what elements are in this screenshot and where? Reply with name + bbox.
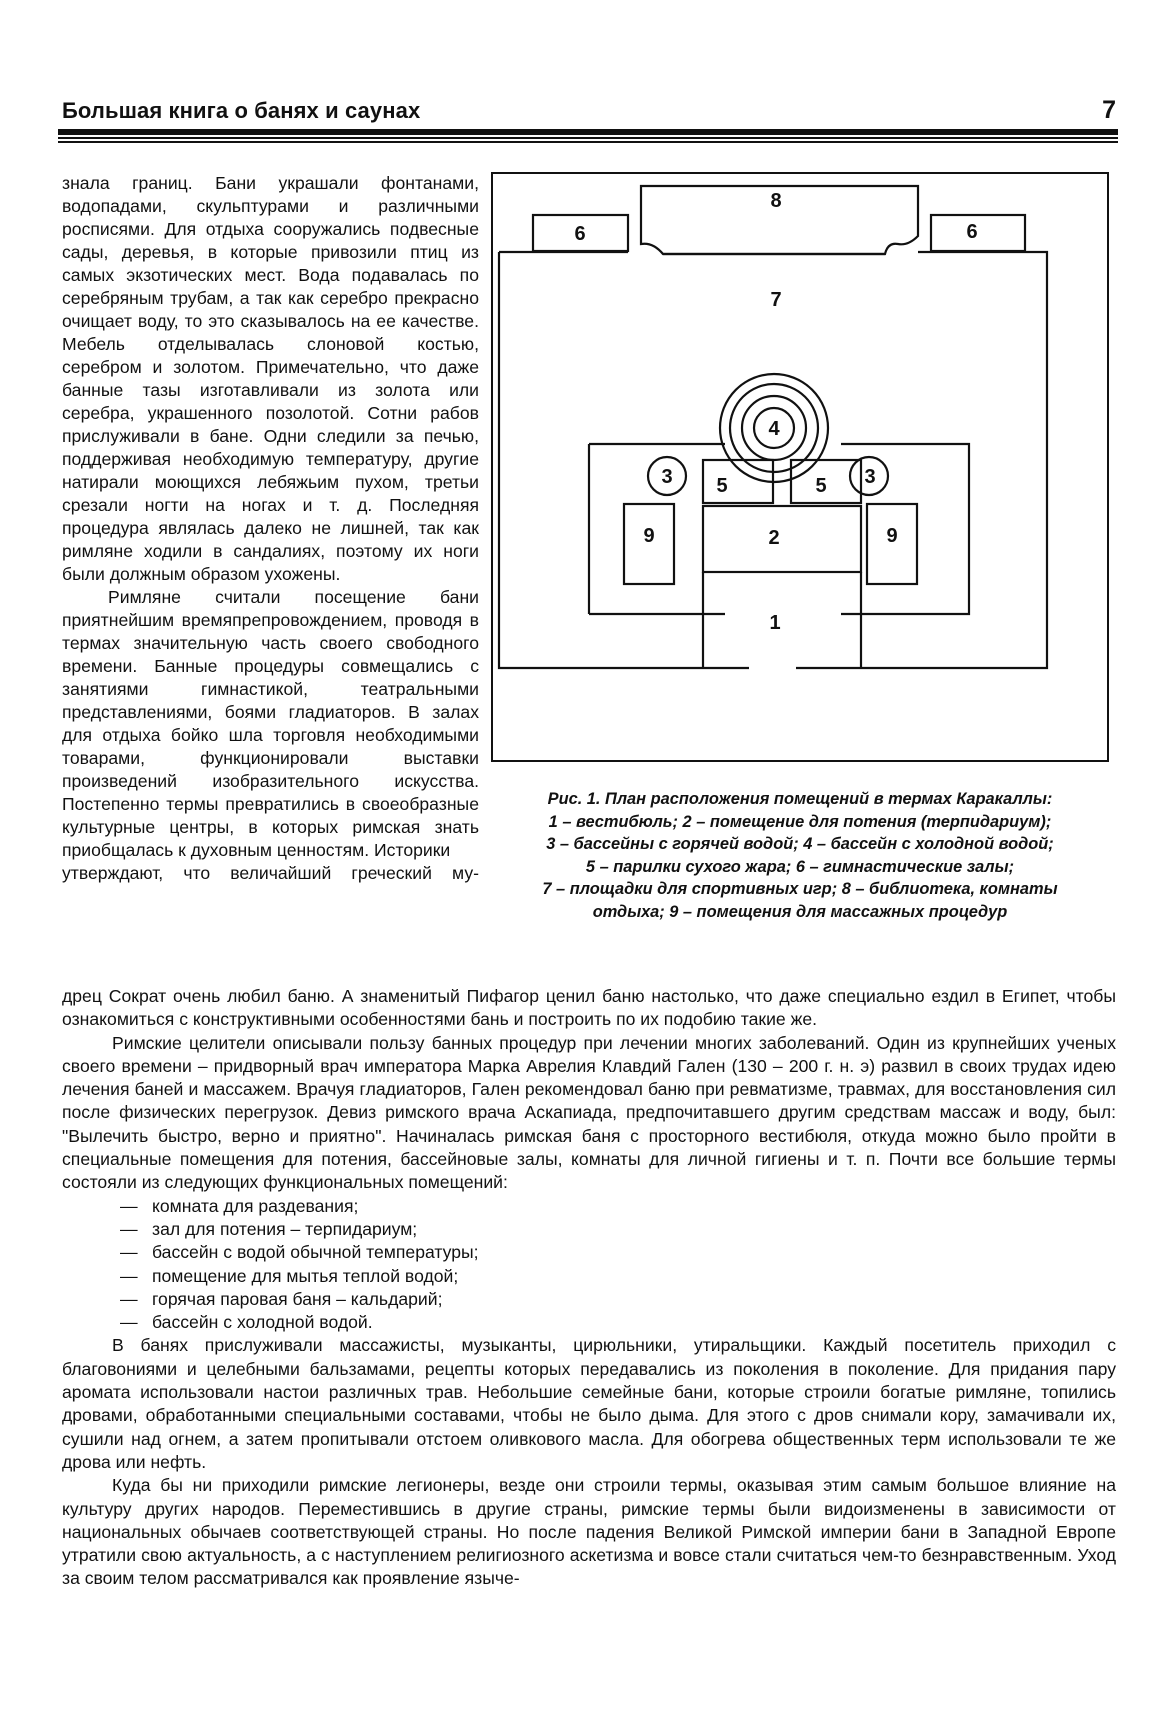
label-room-6-right: 6 xyxy=(966,221,978,243)
caption-line: Рис. 1. План расположения помещений в термах Каракаллы: xyxy=(547,790,1053,808)
label-room-5-right: 5 xyxy=(815,475,827,497)
header-rule-thick xyxy=(58,129,1118,135)
label-room-6-left: 6 xyxy=(574,223,586,245)
figure-frame xyxy=(491,172,1109,762)
list-item-text: комната для раздевания; xyxy=(152,1195,359,1216)
label-room-2: 2 xyxy=(768,527,780,549)
paragraph-3: дрец Сократ очень любил баню. А знаменитый Пифагор ценил баню настолько, что даже специально ездил в Египет, чтобы ознакомиться с конструктивными особенностями бань и построить по их подобию такие же. xyxy=(62,986,1116,1030)
list-dash: — xyxy=(120,1218,138,1239)
label-room-7: 7 xyxy=(770,289,782,311)
list-item-text: бассейн с водой обычной температуры; xyxy=(152,1242,479,1263)
floor-plan xyxy=(493,174,1107,760)
list-dash: — xyxy=(120,1312,138,1333)
list-item xyxy=(62,1311,1116,1334)
list-item xyxy=(62,1218,1116,1241)
list-dash: — xyxy=(120,1242,138,1263)
list-dash: — xyxy=(120,1265,138,1286)
room-6-right-outline xyxy=(931,215,1025,251)
label-room-9-right: 9 xyxy=(886,525,898,547)
full-width-text xyxy=(62,985,1116,1591)
list-item-text: помещение для мытья теплой водой; xyxy=(152,1265,459,1286)
paragraph-2: Римляне считали посещение бани приятнейшим времяпрепровождением, проводя в термах значительную часть своего свободного времени. Банные процедуры совмещались с занятиями гимнастикой, театральными представлениями, боями гладиаторов. В залах для отдыха бойко шла торговля необходимыми товарами, функционировали выставки произведений изобразительного искусства. Постепенно термы превратились в своеобразные культурные центры, в которых римская знать приобщалась к духовным ценностям. Историки xyxy=(62,587,479,860)
label-room-5-left: 5 xyxy=(716,475,728,497)
paragraph-2-last-line: утверждают, что величайший греческий му- xyxy=(62,863,479,883)
list-dash: — xyxy=(120,1288,138,1309)
paragraph-5: В банях прислуживали массажисты, музыканты, цирюльники, утиральщики. Каждый посетитель приходил с благовониями и целебными бальзамами, рецепты которых передавались из поколения в поколение. Для придания пару аромата использовали настои различных трав. Небольшие семейные бани, которые строили богатые римляне, топились дровами, обработанными специальными составами, чтобы не было дыма. Для этого с дров снимали кору, замачивали их, сушили над огнем, а затем пропитывали отстоем оливкового масла. Для обогрева общественных терм использовали те же дрова или нефть. xyxy=(62,1335,1116,1472)
caption-line: 3 – бассейны с горячей водой; 4 – бассейн с холодной водой; xyxy=(546,835,1054,853)
figure-caption xyxy=(491,788,1109,923)
page-number: 7 xyxy=(1102,96,1116,124)
label-pool-4: 4 xyxy=(768,418,780,440)
room-1-outline xyxy=(703,572,861,668)
label-room-8: 8 xyxy=(770,190,782,212)
list-item xyxy=(62,1265,1116,1288)
room-2-outline xyxy=(703,506,861,572)
room-list xyxy=(62,1195,1116,1335)
caption-line: 7 – площадки для спортивных игр; 8 – библиотека, комнаты xyxy=(542,880,1058,898)
list-item-text: зал для потения – терпидариум; xyxy=(152,1218,418,1239)
book-title: Большая книга о банях и саунах xyxy=(62,98,421,123)
header-rule-thin-2 xyxy=(58,141,1118,143)
list-dash: — xyxy=(120,1195,138,1216)
list-item xyxy=(62,1195,1116,1218)
header-rule-thin-1 xyxy=(58,137,1118,139)
caption-line: 1 – вестибюль; 2 – помещение для потения (терпидариум); xyxy=(548,812,1052,831)
caption-line: отдыха; 9 – помещения для массажных процедур xyxy=(592,902,1008,921)
list-item-text: горячая паровая баня – кальдарий; xyxy=(152,1288,443,1309)
running-header xyxy=(62,98,1116,128)
label-pool-3-right: 3 xyxy=(864,466,876,488)
paragraph-6: Куда бы ни приходили римские легионеры, везде они строили термы, оказывая этим самым большое влияние на культуру других народов. Переместившись в другие страны, римские термы были видоизменены в зависимости от национальных обычаев соответствующей страны. Но после падения Великой Римской империи бани в Западной Европе утратили свою актуальность, а с наступлением религиозного аскетизма и вовсе стали считаться чем-то безнравственным. Уход за своим телом рассматривался как проявление языче- xyxy=(62,1475,1116,1589)
left-column xyxy=(62,172,479,885)
paragraph-4: Римские целители описывали пользу банных процедур при лечении многих заболеваний. Один из крупнейших ученых своего времени – придворный врач императора Марка Аврелия Клавдий Гален (130 – 200 г. н. э) развил в своих трудах идею лечения баней и массажем. Врачуя гладиаторов, Гален рекомендовал баню при ревматизме, травмах, для восстановления сил после физических перегрузок. Девиз римского врача Аскапиада, предпочитавшего другим средствам массаж и воду, был: "Вылечить быстро, верно и приятно". Начиналась римская баня с просторного вестибюля, откуда можно было пройти в специальные помещения для потения, бассейновые залы, комнаты для личной гигиены и т. п. Почти все большие термы состояли из следующих функциональных помещений: xyxy=(62,1032,1116,1193)
label-room-9-left: 9 xyxy=(643,525,655,547)
caption-line: 5 – парилки сухого жара; 6 – гимнастические залы; xyxy=(585,857,1015,876)
label-pool-3-left: 3 xyxy=(661,466,673,488)
paragraph-1: знала границ. Бани украшали фонтанами, водопадами, скульптурами и различными росписями. Для отдыха сооружались подвесные сады, деревья, в которые привозили птиц из самых экзотических мест. Вода подавалась по серебряным трубам, а так как серебро прекрасно очищает воду, то это сказывалось на ее качестве. Мебель отделывалась слоновой костью, серебром и золотом. Примечательно, что даже банные тазы изготавливали из золота или серебра, украшенного позолотой. Сотни рабов прислуживали в бане. Одни следили за печью, поддерживая необходимую температуру, другие натирали моющихся лебяжьим пухом, третьи срезали ногти на ногах и т. д. Последняя процедура являлась далеко не лишней, так как римляне ходили в сандалиях, поэтому их ноги были должным образом ухожены. xyxy=(62,173,479,584)
list-item xyxy=(62,1241,1116,1264)
label-room-1: 1 xyxy=(769,612,781,634)
list-item xyxy=(62,1288,1116,1311)
list-item-text: бассейн с холодной водой. xyxy=(152,1312,373,1333)
